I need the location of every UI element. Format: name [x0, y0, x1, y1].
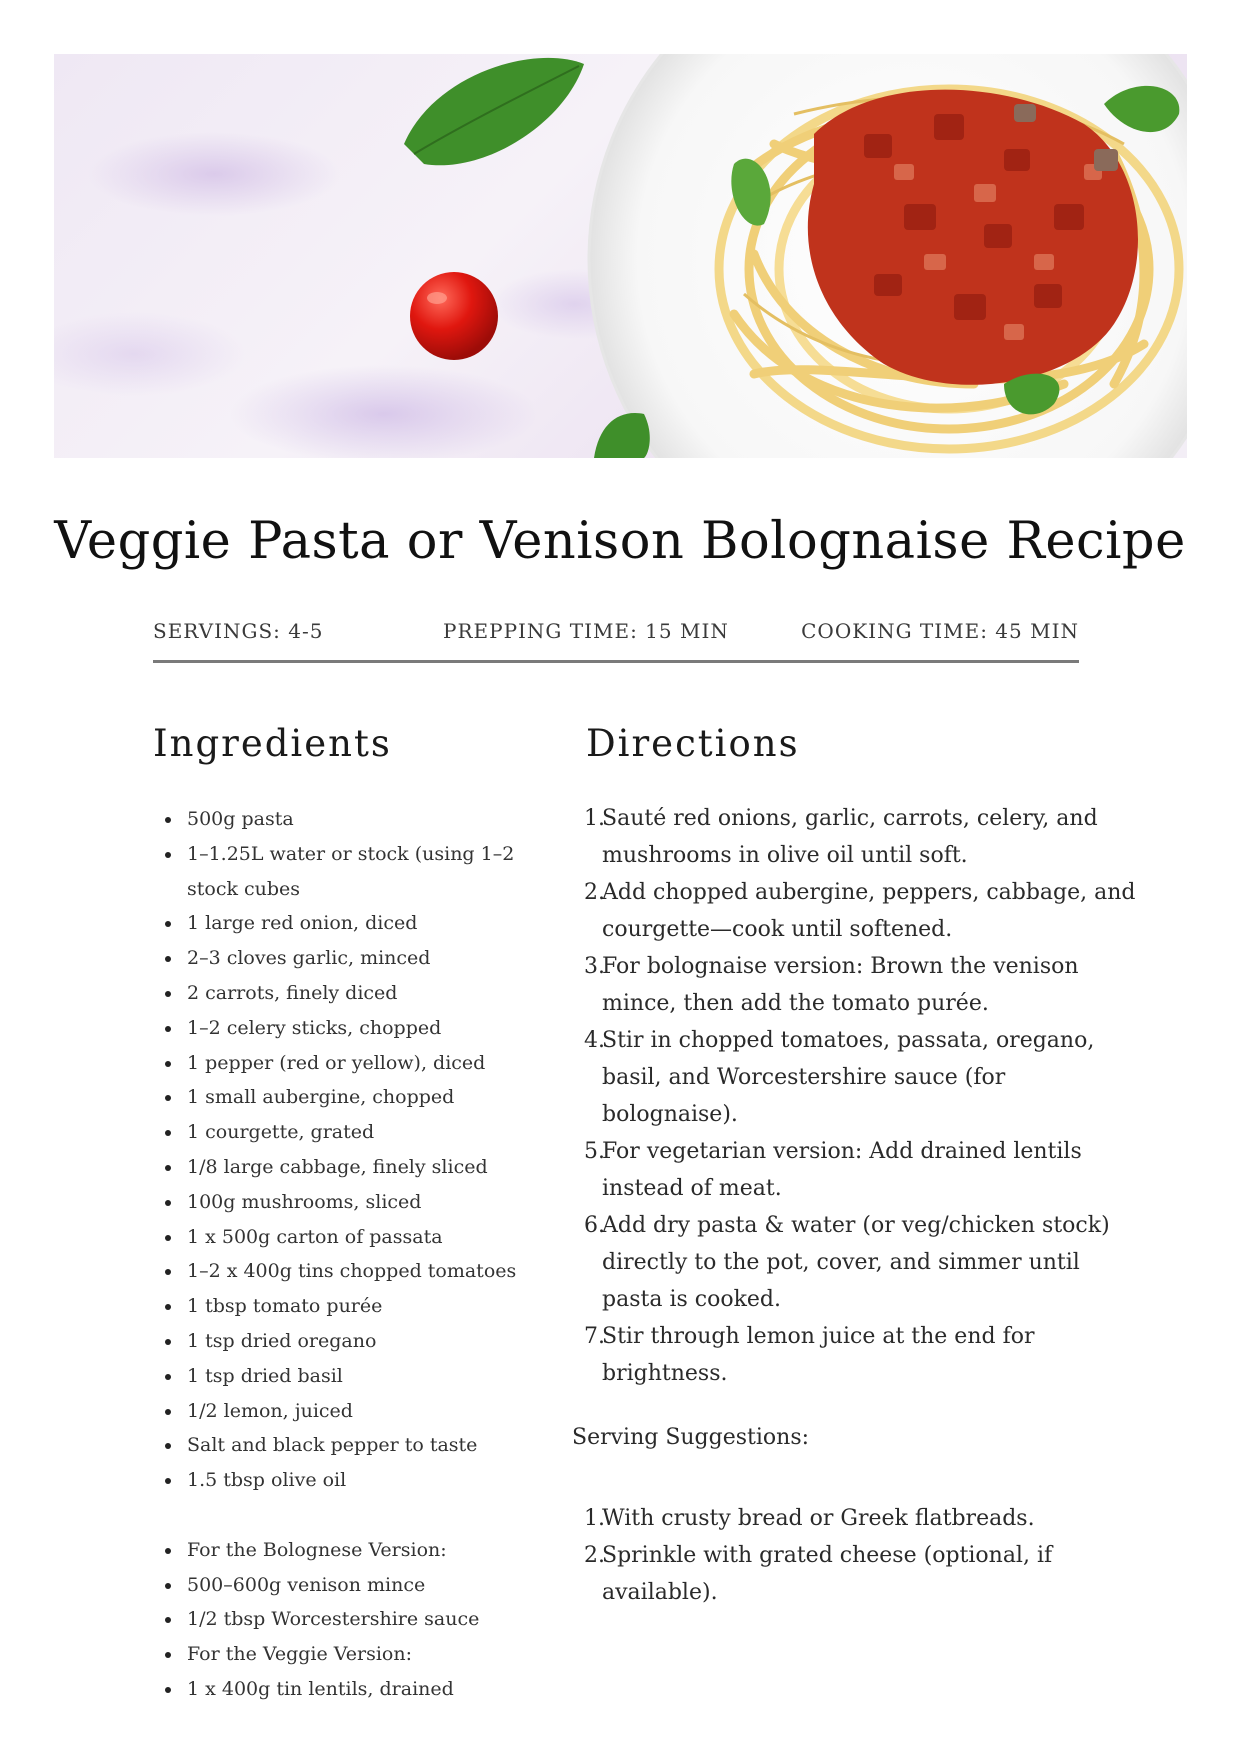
ingredient-item: 1 tbsp tomato purée: [153, 1289, 533, 1324]
step-text: For bolognaise version: Brown the venison mince, then add the tomato purée.: [602, 954, 1079, 1016]
serving-suggestions-list: [584, 1500, 1144, 1611]
ingredient-item: For the Veggie Version:: [153, 1637, 533, 1672]
ingredient-item: 100g mushrooms, sliced: [153, 1185, 533, 1220]
recipe-meta-row: [153, 614, 1079, 663]
ingredient-item: 1–2 celery sticks, chopped: [153, 1011, 533, 1046]
suggestion-text: With crusty bread or Greek flatbreads.: [602, 1506, 1035, 1531]
hero-image: [54, 54, 1187, 458]
ingredient-item: 1/2 tbsp Worcestershire sauce: [153, 1602, 533, 1637]
ingredient-item: 1 large red onion, diced: [153, 906, 533, 941]
step-number: 3.: [584, 954, 605, 979]
direction-step: [584, 1022, 1144, 1133]
directions-heading: Directions: [586, 722, 800, 765]
direction-step: [584, 1207, 1144, 1318]
step-text: Add dry pasta & water (or veg/chicken stock) directly to the pot, cover, and simmer until pasta is cooked.: [602, 1213, 1110, 1312]
serving-suggestion: [584, 1537, 1144, 1611]
step-number: 1.: [584, 806, 605, 831]
ingredient-item: Salt and black pepper to taste: [153, 1428, 533, 1463]
prep-time-label: PREPPING TIME: 15 MIN: [443, 619, 729, 643]
directions-list: [584, 800, 1144, 1392]
direction-step: [584, 874, 1144, 948]
suggestion-text: Sprinkle with grated cheese (optional, if available).: [602, 1543, 1053, 1605]
pasta-dish-illustration: [54, 54, 1187, 458]
ingredient-item: 1–1.25L water or stock (using 1–2 stock cubes: [153, 837, 533, 907]
serving-suggestions-heading: Serving Suggestions:: [572, 1425, 810, 1450]
ingredient-item: 500–600g venison mince: [153, 1568, 533, 1603]
ingredient-item: 1 tsp dried oregano: [153, 1324, 533, 1359]
suggestion-number: 2.: [584, 1543, 605, 1568]
ingredient-item: 2–3 cloves garlic, minced: [153, 941, 533, 976]
cook-time-label: COOKING TIME: 45 MIN: [801, 619, 1079, 643]
ingredient-item: 1 pepper (red or yellow), diced: [153, 1046, 533, 1081]
direction-step: [584, 800, 1144, 874]
recipe-title: Veggie Pasta or Venison Bolognaise Recipe: [54, 512, 1186, 571]
step-number: 6.: [584, 1213, 605, 1238]
step-number: 2.: [584, 880, 605, 905]
ingredient-item: 1.5 tbsp olive oil: [153, 1463, 533, 1498]
step-text: Sauté red onions, garlic, carrots, celery, and mushrooms in olive oil until soft.: [602, 806, 1098, 868]
step-text: Stir in chopped tomatoes, passata, oregano, basil, and Worcestershire sauce (for bolognaise).: [602, 1028, 1095, 1127]
ingredients-heading: Ingredients: [153, 722, 392, 765]
ingredient-item: 500g pasta: [153, 802, 533, 837]
ingredient-item: 1 x 400g tin lentils, drained: [153, 1672, 533, 1707]
direction-step: [584, 948, 1144, 1022]
step-number: 7.: [584, 1324, 605, 1349]
ingredient-item: 1 small aubergine, chopped: [153, 1080, 533, 1115]
ingredient-item: 1/8 large cabbage, finely sliced: [153, 1150, 533, 1185]
ingredient-item: 1 tsp dried basil: [153, 1359, 533, 1394]
ingredient-item: 1–2 x 400g tins chopped tomatoes: [153, 1254, 533, 1289]
ingredient-item: For the Bolognese Version:: [153, 1533, 533, 1568]
list-spacer: [153, 1498, 533, 1533]
serving-suggestion: [584, 1500, 1144, 1537]
step-text: For vegetarian version: Add drained lentils instead of meat.: [602, 1139, 1082, 1201]
ingredient-item: 1/2 lemon, juiced: [153, 1394, 533, 1429]
direction-step: [584, 1318, 1144, 1392]
ingredients-list: [153, 802, 533, 1707]
direction-step: [584, 1133, 1144, 1207]
ingredient-item: 1 x 500g carton of passata: [153, 1220, 533, 1255]
step-text: Stir through lemon juice at the end for brightness.: [602, 1324, 1035, 1386]
step-number: 5.: [584, 1139, 605, 1164]
servings-label: SERVINGS: 4-5: [153, 619, 324, 643]
step-number: 4.: [584, 1028, 605, 1053]
suggestion-number: 1.: [584, 1506, 605, 1531]
step-text: Add chopped aubergine, peppers, cabbage, and courgette—cook until softened.: [602, 880, 1136, 942]
ingredient-item: 1 courgette, grated: [153, 1115, 533, 1150]
ingredient-item: 2 carrots, finely diced: [153, 976, 533, 1011]
